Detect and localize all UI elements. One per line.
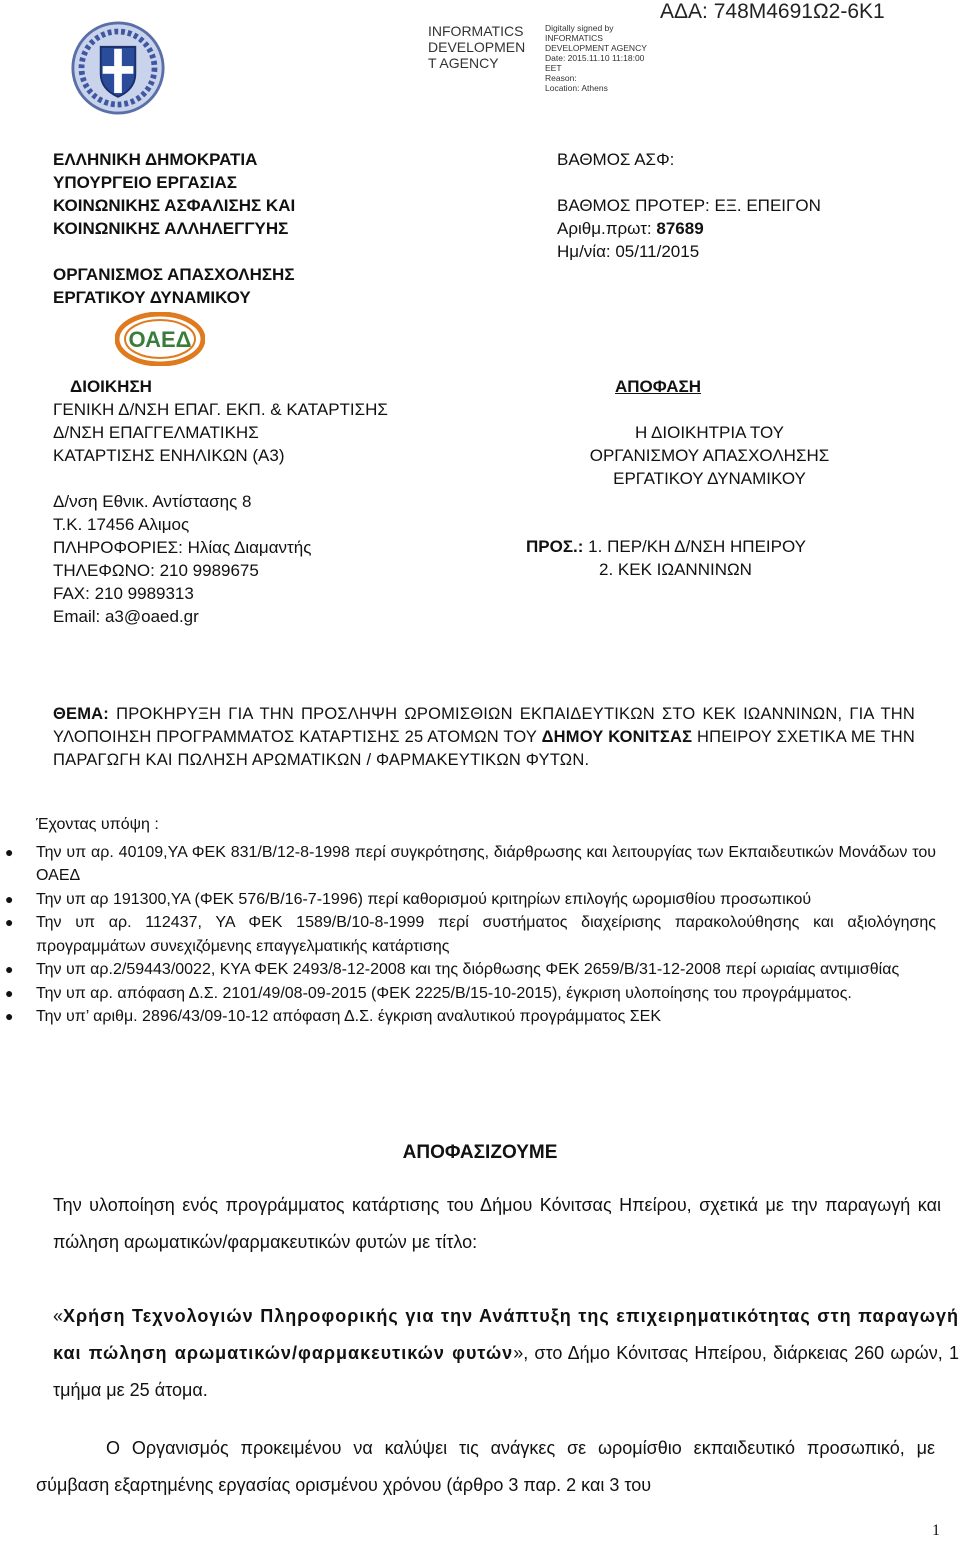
issuer-line: ΕΛΛΗΝΙΚΗ ΔΗΜΟΚΡΑΤΙΑ — [53, 150, 258, 169]
list-item — [5, 911, 936, 958]
oaed-logo-text: ΟΑΕΔ — [128, 327, 192, 352]
signature-agency-line: INFORMATICS — [428, 23, 524, 39]
department-title: ΔΙΟΙΚΗΣΗ — [70, 377, 152, 396]
bullet-icon: ● — [5, 961, 14, 977]
oaed-logo — [115, 312, 205, 366]
list-item-text: Την υπ αρ. 40109,ΥΑ ΦΕΚ 831/Β/12-8-1998 περί συγκρότησης, διάρθρωσης και λειτουργίας των Εκπαιδευτικών Μονάδων του ΟΑΕΔ — [36, 843, 936, 884]
recipients — [526, 535, 806, 558]
subject-label: ΘΕΜΑ: — [53, 705, 109, 723]
bullet-icon: ● — [5, 914, 14, 930]
priority-level: ΒΑΘΜΟΣ ΠΡΟΤΕΡ: ΕΞ. ΕΠΕΙΓΟΝ — [557, 196, 821, 215]
org-line: ΟΡΓΑΝΙΣΜΟΣ ΑΠΑΣΧΟΛΗΣΗΣ — [53, 265, 295, 284]
ada-code: ΑΔΑ: 748Μ4691Ω2-6Κ1 — [660, 0, 885, 23]
department-fax: FAX: 210 9989313 — [53, 584, 194, 603]
list-item — [5, 888, 936, 912]
issuer-line: ΥΠΟΥΡΓΕΙΟ ΕΡΓΑΣΙΑΣ — [53, 173, 237, 192]
decision-authority-line: ΟΡΓΑΝΙΣΜΟΥ ΑΠΑΣΧΟΛΗΣΗΣ — [589, 446, 830, 465]
signature-detail-line: Date: 2015.11.10 11:18:00 — [545, 53, 645, 63]
resolution-paragraph-1: Την υλοποίηση ενός προγράμματος κατάρτισης του Δήμου Κόνιτσας Ηπείρου, σχετικά με την παραγωγή και πώληση αρωματικών/φαρμακευτικών φυτών με τίτλο: — [53, 1195, 941, 1252]
resolution-paragraph-2 — [53, 1298, 959, 1409]
signature-detail-line: DEVELOPMENT AGENCY — [545, 43, 647, 53]
resolution-paragraph-2-rest: », στο Δήμο Κόνιτσας Ηπείρου, διάρκειας 260 ωρών, 1 τμήμα με 25 άτομα. — [53, 1343, 959, 1400]
protocol-value: 87689 — [656, 219, 704, 238]
issuer-line: ΚΟΙΝΩΝΙΚΗΣ ΑΣΦΑΛΙΣΗΣ ΚΑΙ — [53, 196, 296, 215]
department-info: ΠΛΗΡΟΦΟΡΙΕΣ: Ηλίας Διαμαντής — [53, 538, 312, 557]
issuer-line: ΚΟΙΝΩΝΙΚΗΣ ΑΛΛΗΛΕΓΓΥΗΣ — [53, 219, 289, 238]
resolution-title: ΑΠΟΦΑΣΙΖΟΥΜΕ — [402, 1142, 558, 1163]
list-item-text: Την υπ αρ.2/59443/0022, ΚΥΑ ΦΕΚ 2493/8-12-2008 και της διόρθωσης ΦΕΚ 2659/Β/31-12-2008 περί ωριαίας αντιμισθίας — [36, 961, 900, 978]
list-item — [5, 958, 936, 982]
list-item-text: Την υπ αρ 191300,ΥΑ (ΦΕΚ 576/Β/16-7-1996) περί καθορισμού κριτηρίων επιλογής ωρομισθίου προσωπικού — [36, 890, 812, 908]
quote-open: « — [53, 1306, 64, 1326]
greek-emblem-icon — [70, 20, 166, 116]
list-item-text: Την υπ αρ. απόφαση Δ.Σ. 2101/49/08-09-2015 (ΦΕΚ 2225/Β/15-10-2015), έγκριση υλοποίησης του προγράμματος. — [36, 984, 852, 1002]
subject-municipality: ΔΗΜΟΥ ΚΟΝΙΤΣΑΣ — [541, 728, 693, 746]
bullet-icon: ● — [5, 843, 14, 860]
protocol-date: Ημ/νία: 05/11/2015 — [557, 242, 700, 261]
org-line: ΕΡΓΑΤΙΚΟΥ ΔΥΝΑΜΙΚΟΥ — [53, 288, 251, 307]
considering-intro: Έχοντας υπόψη : — [36, 816, 159, 833]
bullet-icon: ● — [5, 890, 14, 907]
subject-text: ΠΡΟΚΗΡΥΞΗ ΓΙΑ ΤΗΝ ΠΡΟΣΛΗΨΗ ΩΡΟΜΙΣΘΙΩΝ ΕΚΠΑΙΔΕΥΤΙΚΩΝ ΣΤΟ ΚΕΚ ΙΩΑΝΝΙΝΩΝ, ΓΙΑ ΤΗΝ ΥΛΟΠΟΙΗΣΗ ΠΡΟΓΡΑΜΜΑΤΟΣ ΚΑΤΑΡΤΙΣΗΣ 25 ΑΤΟΜΩΝ ΤΟΥ — [53, 705, 915, 746]
list-item — [5, 982, 936, 1006]
list-item — [5, 1005, 936, 1029]
recipient-1: 1. ΠΕΡ/ΚΗ Δ/ΝΣΗ ΗΠΕΙΡΟΥ — [588, 537, 806, 556]
subject — [53, 703, 915, 772]
signature-agency-line: T AGENCY — [428, 55, 499, 71]
protocol-number — [557, 217, 704, 240]
decision-authority — [567, 421, 852, 490]
department-email: Email: a3@oaed.gr — [53, 607, 199, 626]
page-number: 1 — [932, 1522, 940, 1539]
considering-list — [5, 841, 936, 1029]
list-item — [5, 841, 936, 888]
protocol-label: Αριθμ.πρωτ: — [557, 219, 652, 238]
department-line: Δ/ΝΣΗ ΕΠΑΓΓΕΛΜΑΤΙΚΗΣ — [53, 423, 259, 442]
signature-detail-line: Location: Athens — [545, 83, 608, 93]
signature-detail-line: Reason: — [545, 73, 577, 83]
security-level: ΒΑΘΜΟΣ ΑΣΦ: — [557, 150, 675, 169]
decision-authority-line: ΕΡΓΑΤΙΚΟΥ ΔΥΝΑΜΙΚΟΥ — [613, 469, 806, 488]
program-title: Χρήση Τεχνολογιών Πληροφορικής για την Ανάπτυξη της επιχειρηματικότητας στη παραγωγή και πώληση αρωματικών/φαρμακευτικών φυτών — [53, 1306, 959, 1363]
bullet-icon: ● — [5, 984, 14, 1001]
department-line: ΓΕΝΙΚΗ Δ/ΝΣΗ ΕΠΑΓ. ΕΚΠ. & ΚΑΤΑΡΤΙΣΗΣ — [53, 400, 388, 419]
subject-text-end: ΗΠΕΙΡΟΥ ΣΧΕΤΙΚΑ ΜΕ ΤΗΝ ΠΑΡΑΓΩΓΗ ΚΑΙ ΠΩΛΗΣΗ ΑΡΩΜΑΤΙΚΩΝ / ΦΑΡΜΑΚΕΥΤΙΚΩΝ ΦΥΤΩΝ. — [53, 728, 915, 769]
department-block — [53, 375, 388, 628]
signature-detail-line: EET — [545, 63, 562, 73]
resolution-paragraph-3: Ο Οργανισμός προκειμένου να καλύψει τις ανάγκες σε ωρομίσθιο εκπαιδευτικό προσωπικό, με σύμβαση εξαρτημένης εργασίας ορισμένου χρόνου (άρθρο 3 παρ. 2 και 3 του — [36, 1438, 935, 1495]
issuer-block — [53, 148, 295, 309]
signature-detail-line: Digitally signed by — [545, 23, 614, 33]
department-phone: ΤΗΛΕΦΩΝΟ: 210 9989675 — [53, 561, 259, 580]
list-item-text: Την υπ αρ. 112437, ΥΑ ΦΕΚ 1589/Β/10-8-1999 περί συστήματος διαχείρισης παρακολούθησης και αξιολόγησης προγραμμάτων συνεχιζόμενης επαγγελματικής κατάρτισης — [36, 914, 936, 955]
list-item-text: Την υπ’ αριθμ. 2896/43/09-10-12 απόφαση Δ.Σ. έγκριση αναλυτικού προγράμματος ΣΕΚ — [36, 1008, 661, 1025]
signature-agency — [428, 23, 525, 71]
department-address: Δ/νση Εθνικ. Αντίστασης 8 — [53, 492, 252, 511]
recipients-label: ΠΡΟΣ.: — [526, 537, 584, 556]
signature-detail-line: INFORMATICS — [545, 33, 603, 43]
decision-authority-line: Η ΔΙΟΙΚΗΤΡΙΑ ΤΟΥ — [634, 423, 785, 442]
signature-details — [545, 23, 647, 93]
department-line: ΚΑΤΑΡΤΙΣΗΣ ΕΝΗΛΙΚΩΝ (Α3) — [53, 446, 285, 465]
decision-title: ΑΠΟΦΑΣΗ — [615, 377, 702, 396]
considering-section — [5, 813, 936, 1029]
bullet-icon: ● — [5, 1008, 14, 1024]
department-postcode: Τ.Κ. 17456 Αλιμος — [53, 515, 190, 534]
signature-agency-line: DEVELOPMEN — [428, 39, 526, 55]
recipient-2: 2. ΚΕΚ ΙΩΑΝΝΙΝΩΝ — [599, 560, 752, 579]
